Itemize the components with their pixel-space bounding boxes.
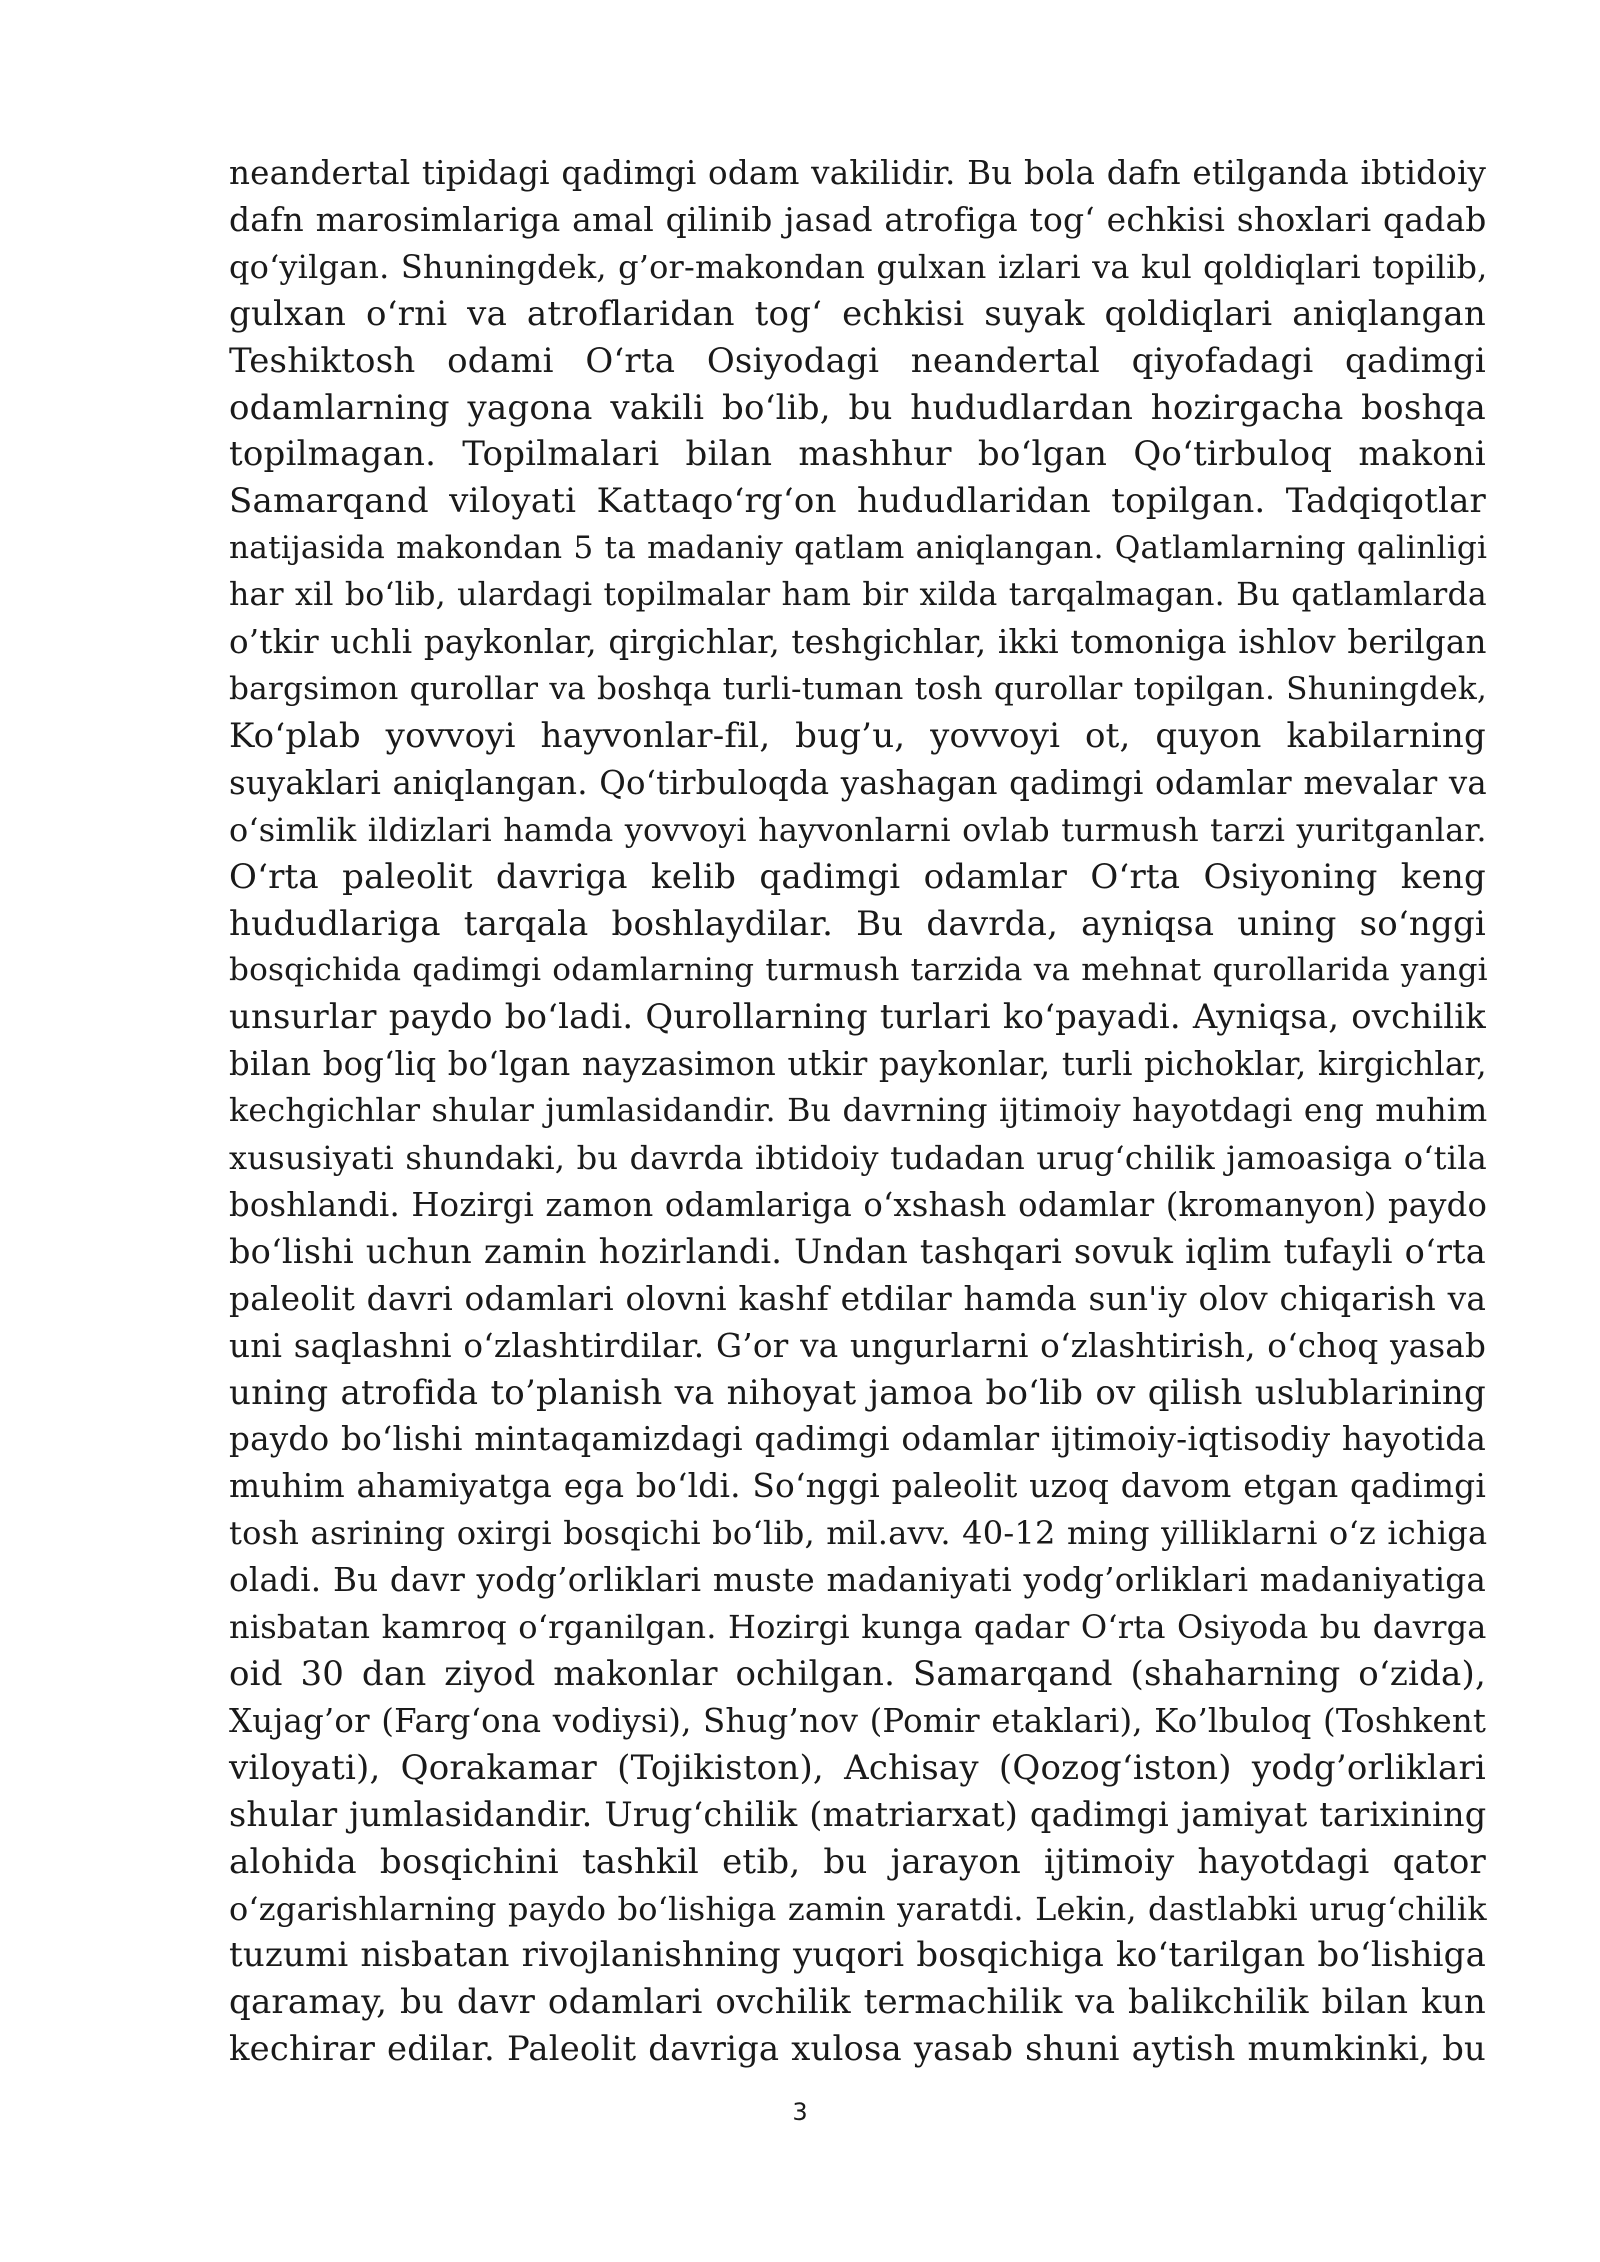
text-line: odamlarning yagona vakili bo‘lib, bu hududlardan hozirgacha boshqa [229, 387, 1486, 428]
text-line: paleolit davri odamlari olovni kashf etdilar hamda sun'iy olov chiqarish va [229, 1279, 1487, 1318]
text-line: uning atrofida to’planish va nihoyat jamoa bo‘lib ov qilish uslublarining [229, 1372, 1486, 1413]
text-line: oladi. Bu davr yodg’orliklari muste madaniyati yodg’orliklari madaniyatiga [229, 1561, 1487, 1600]
text-line: oid 30 dan ziyod makonlar ochilgan. Samarqand (shaharning o‘zida), [229, 1654, 1486, 1694]
text-line: hududlariga tarqala boshlaydilar. Bu davrda, ayniqsa uning so‘nggi [229, 903, 1486, 944]
text-line: alohida bosqichini tashkil etib, bu jarayon ijtimoiy hayotdagi qator [229, 1841, 1486, 1882]
text-line: tosh asrining oxirgi bosqichi bo‘lib, mil.avv. 40-12 ming yilliklarni o‘z ichiga [229, 1514, 1488, 1553]
text-line: o’tkir uchli paykonlar, qirgichlar, teshgichlar, ikki tomoniga ishlov berilgan [229, 623, 1487, 662]
page-number: 3 [792, 2098, 808, 2126]
text-line: boshlandi. Hozirgi zamon odamlariga o‘xshash odamlar (kromanyon) paydo [229, 1185, 1488, 1224]
text-line: xususiyati shundaki, bu davrda ibtidoiy tudadan urug‘chilik jamoasiga o‘tila [229, 1139, 1488, 1178]
text-line: uni saqlashni o‘zlashtirdilar. G’or va ungurlarni o‘zlashtirish, o‘choq yasab [229, 1326, 1487, 1365]
text-line: bargsimon qurollar va boshqa turli-tuman tosh qurollar topilgan. Shuningdek, [229, 670, 1488, 707]
text-line: Teshiktosh odami O‘rta Osiyodagi neandertal qiyofadagi qadimgi [229, 340, 1486, 381]
text-line: topilmagan. Topilmalari bilan mashhur bo‘lgan Qo‘tirbuloq makoni [229, 434, 1486, 475]
text-line: nisbatan kamroq o‘rganilgan. Hozirgi kunga qadar O‘rta Osiyoda bu davrga [229, 1608, 1487, 1647]
body-paragraph [229, 150, 1486, 2073]
text-line: muhim ahamiyatga ega bo‘ldi. So‘nggi paleolit uzoq davom etgan qadimgi [229, 1467, 1486, 1506]
text-line: Xujag’or (Farg‘ona vodiysi), Shug’nov (Pomir etaklari), Ko’lbuloq (Toshkent [229, 1701, 1487, 1740]
text-line: bilan bog‘liq bo‘lgan nayzasimon utkir paykonlar, turli pichoklar, kirgichlar, [229, 1045, 1487, 1084]
text-line: O‘rta paleolit davriga kelib qadimgi odamlar O‘rta Osiyoning keng [229, 856, 1486, 897]
text-line: qaramay, bu davr odamlari ovchilik termachilik va balikchilik bilan kun [229, 1982, 1486, 2023]
text-line: neandertal tipidagi qadimgi odam vakilidir. Bu bola dafn etilganda ibtidoiy [229, 154, 1487, 192]
text-line: Samarqand viloyati Kattaqo‘rg‘on hududlaridan topilgan. Tadqiqotlar [229, 481, 1486, 522]
text-line: paydo bo‘lishi mintaqamizdagi qadimgi odamlar ijtimoiy-iqtisodiy hayotida [229, 1420, 1487, 1459]
text-line: suyaklari aniqlangan. Qo‘tirbuloqda yashagan qadimgi odamlar mevalar va [229, 763, 1487, 802]
text-line: unsurlar paydo bo‘ladi. Qurollarning turlari ko‘payadi. Ayniqsa, ovchilik [229, 997, 1486, 1037]
text-line: viloyati), Qorakamar (Tojikiston), Achisay (Qozog‘iston) yodg’orliklari [229, 1747, 1486, 1788]
text-line: bosqichida qadimgi odamlarning turmush tarzida va mehnat qurollarida yangi [229, 952, 1488, 989]
text-line: qo‘yilgan. Shuningdek, g’or-makondan gulxan izlari va kul qoldiqlari topilib, [229, 247, 1488, 286]
text-line: shular jumlasidandir. Urug‘chilik (matriarxat) qadimgi jamiyat tarixining [229, 1794, 1487, 1834]
text-line: gulxan o‘rni va atroflaridan tog‘ echkisi suyak qoldiqlari aniqlangan [229, 293, 1486, 334]
text-line: o‘zgarishlarning paydo bo‘lishiga zamin yaratdi. Lekin, dastlabki urug‘chilik [229, 1889, 1487, 1928]
text-line: dafn marosimlariga amal qilinib jasad atrofiga tog‘ echkisi shoxlari qadab [229, 199, 1487, 239]
text-line: tuzumi nisbatan rivojlanishning yuqori bosqichiga ko‘tarilgan bo‘lishiga [229, 1935, 1486, 1975]
text-line: natijasida makondan 5 ta madaniy qatlam aniqlangan. Qatlamlarning qalinligi [229, 530, 1488, 567]
text-line: har xil bo‘lib, ulardagi topilmalar ham bir xilda tarqalmagan. Bu qatlamlarda [229, 577, 1487, 614]
text-line: kechirar edilar. Paleolit davriga xulosa yasab shuni aytish mumkinki, bu [229, 2029, 1486, 2069]
text-line: o‘simlik ildizlari hamda yovvoyi hayvonlarni ovlab turmush tarzi yuritganlar. [229, 810, 1487, 849]
text-line: bo‘lishi uchun zamin hozirlandi. Undan tashqari sovuk iqlim tufayli o‘rta [229, 1231, 1486, 1271]
text-line: kechgichlar shular jumlasidandir. Bu davrning ijtimoiy hayotdagi eng muhim [229, 1093, 1488, 1130]
text-line: Ko‘plab yovvoyi hayvonlar-fil, bug’u, yovvoyi ot, quyon kabilarning [229, 715, 1486, 756]
